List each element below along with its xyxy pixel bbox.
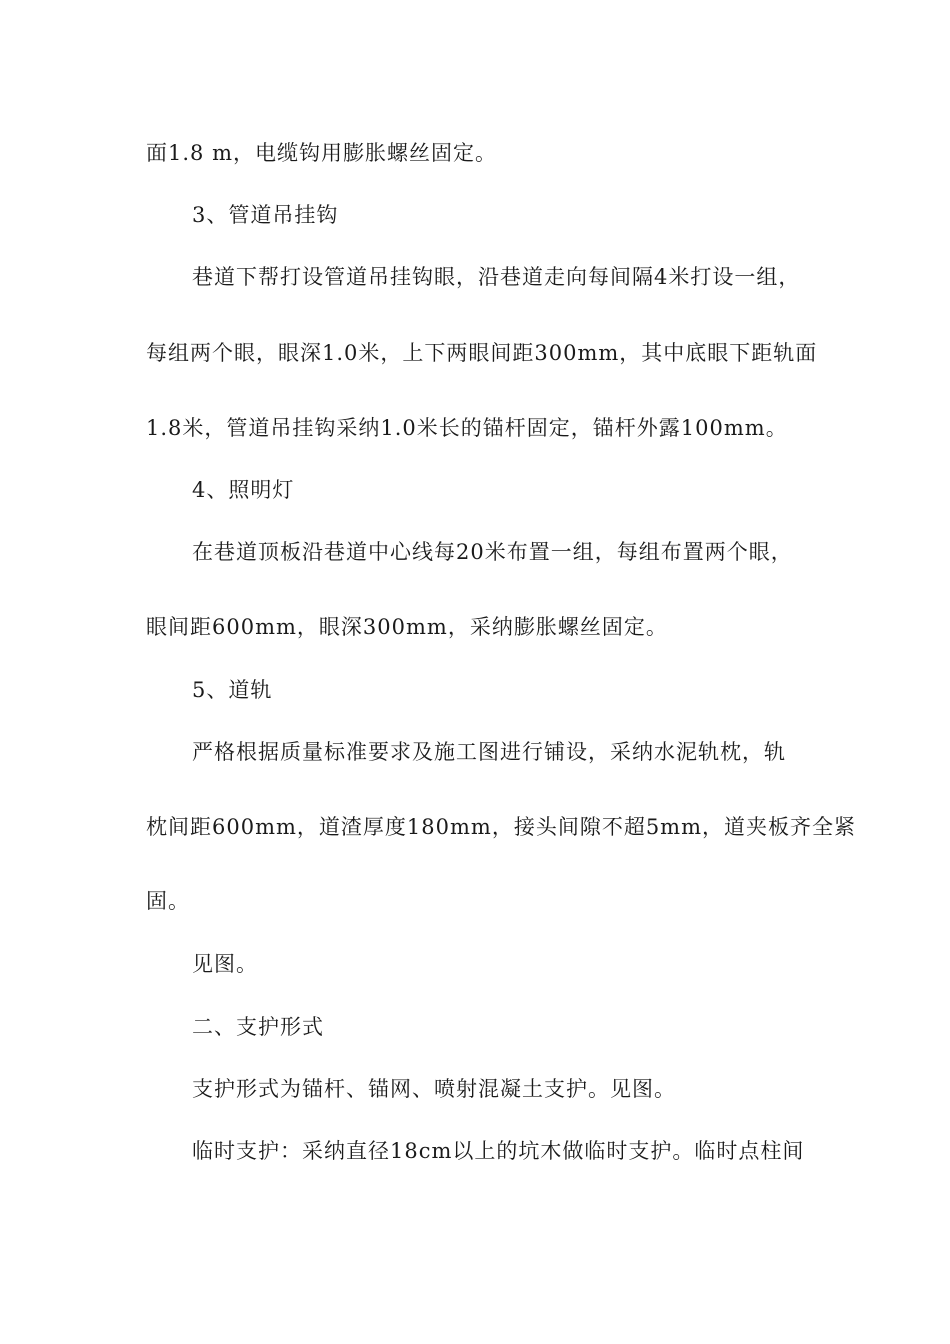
- paragraph-line: 眼间距600mm，眼深300mm，采纳膨胀螺丝固定。: [146, 615, 668, 639]
- paragraph-line: 每组两个眼，眼深1.0米，上下两眼间距300mm，其中底眼下距轨面: [146, 341, 818, 365]
- paragraph-line: 支护形式为锚杆、锚网、喷射混凝土支护。见图。: [192, 1077, 676, 1101]
- paragraph-line: 在巷道顶板沿巷道中心线每20米布置一组，每组布置两个眼，: [192, 540, 793, 564]
- paragraph-line: 面1.8 m，电缆钩用膨胀螺丝固定。: [146, 141, 497, 165]
- section-heading-support-form: 二、支护形式: [192, 1015, 324, 1039]
- paragraph-line: 见图。: [192, 952, 258, 976]
- section-heading-lighting: 4、照明灯: [192, 478, 295, 502]
- section-heading-rails: 5、道轨: [192, 678, 273, 702]
- paragraph-line: 严格根据质量标准要求及施工图进行铺设，采纳水泥轨枕，轨: [192, 740, 786, 764]
- paragraph-line: 巷道下帮打设管道吊挂钩眼，沿巷道走向每间隔4米打设一组，: [192, 265, 801, 289]
- section-heading-pipe-hooks: 3、管道吊挂钩: [192, 203, 339, 227]
- paragraph-line: 1.8米，管道吊挂钩采纳1.0米长的锚杆固定，锚杆外露100mm。: [146, 416, 788, 440]
- paragraph-line: 枕间距600mm，道渣厚度180mm，接头间隙不超5mm，道夹板齐全紧: [146, 815, 857, 839]
- paragraph-line: 固。: [146, 889, 190, 913]
- paragraph-line: 临时支护：采纳直径18cm以上的坑木做临时支护。临时点柱间: [192, 1139, 805, 1163]
